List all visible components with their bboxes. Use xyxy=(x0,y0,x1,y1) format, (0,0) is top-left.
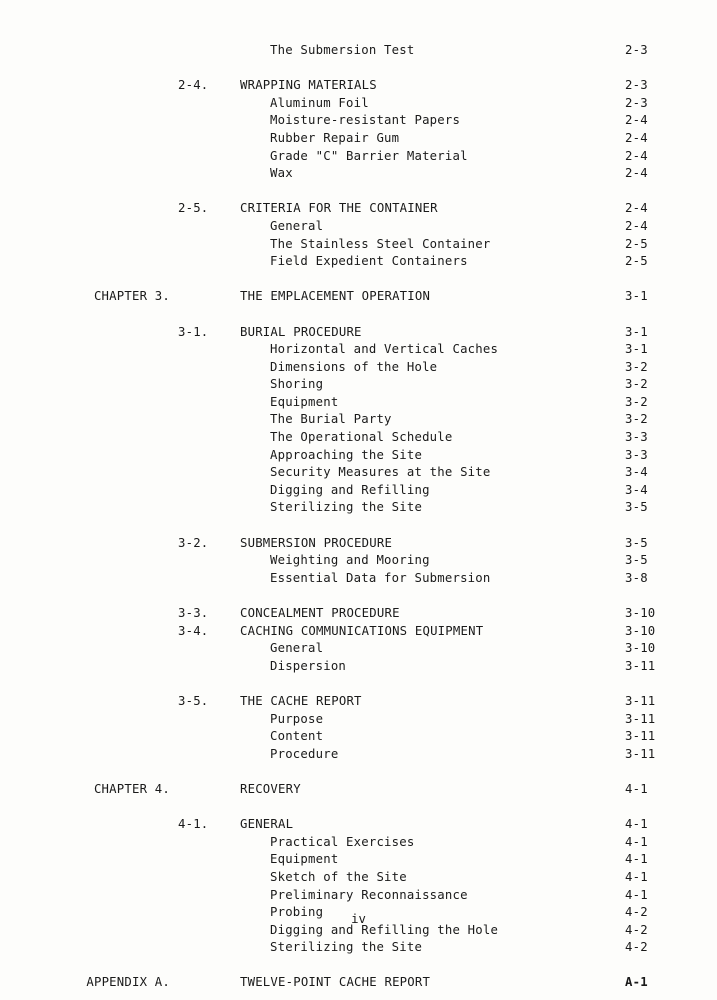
toc-entry-title: Sketch of the Site xyxy=(270,869,407,884)
toc-spacer xyxy=(0,60,717,78)
toc-entry[interactable] xyxy=(0,429,717,447)
toc-entry-number: 3-3. xyxy=(178,606,209,620)
toc-entry[interactable] xyxy=(0,77,717,95)
toc-spacer xyxy=(0,517,717,535)
toc-entry[interactable] xyxy=(0,95,717,113)
toc-entry-title: General xyxy=(270,218,324,233)
toc-entry-page: 2-3 xyxy=(625,95,648,110)
toc-entry[interactable] xyxy=(0,552,717,570)
toc-entry-page: 4-1 xyxy=(625,887,648,902)
toc-entry[interactable] xyxy=(0,851,717,869)
toc-entry-page: 3-4 xyxy=(625,482,648,497)
toc-entry-page: 3-5 xyxy=(625,535,648,550)
toc-entry-title: Weighting and Mooring xyxy=(270,553,430,568)
toc-entry-title: Aluminum Foil xyxy=(270,95,369,110)
toc-entry-title: The Submersion Test xyxy=(270,43,415,57)
toc-entry-page: 3-1 xyxy=(625,324,648,339)
toc-entry-title: Wax xyxy=(270,166,293,181)
table-of-contents xyxy=(0,42,717,992)
toc-entry-number: 2-5. xyxy=(178,201,209,216)
toc-entry[interactable] xyxy=(0,464,717,482)
toc-entry[interactable] xyxy=(0,42,717,60)
toc-entry-title: Field Expedient Containers xyxy=(270,254,468,269)
toc-entry[interactable] xyxy=(0,974,717,992)
toc-entry[interactable] xyxy=(0,939,717,957)
toc-entry[interactable] xyxy=(0,288,717,306)
toc-entry-title: Digging and Refilling xyxy=(270,482,430,497)
toc-entry-page: 2-4 xyxy=(625,201,648,216)
toc-entry-page: 3-11 xyxy=(625,693,656,708)
toc-entry[interactable] xyxy=(0,394,717,412)
toc-entry[interactable] xyxy=(0,148,717,166)
toc-entry-title: Equipment xyxy=(270,852,339,867)
toc-entry-page: 4-2 xyxy=(625,922,648,937)
toc-entry-title: Equipment xyxy=(270,394,339,409)
toc-entry-title: Preliminary Reconnaissance xyxy=(270,887,468,902)
toc-entry-page: 3-10 xyxy=(625,641,656,656)
toc-entry-number: 3-5. xyxy=(178,693,209,708)
toc-entry-title: Practical Exercises xyxy=(270,834,415,849)
toc-entry-title: General xyxy=(270,641,324,656)
toc-entry[interactable] xyxy=(0,165,717,183)
toc-entry[interactable] xyxy=(0,130,717,148)
toc-entry[interactable] xyxy=(0,570,717,588)
toc-entry-title: TWELVE-POINT CACHE REPORT xyxy=(240,975,431,990)
toc-entry[interactable] xyxy=(0,359,717,377)
toc-entry-title: Shoring xyxy=(270,377,324,392)
toc-entry-title: SUBMERSION PROCEDURE xyxy=(240,535,393,550)
toc-entry-title: The Operational Schedule xyxy=(270,430,453,445)
toc-entry[interactable] xyxy=(0,253,717,271)
toc-entry-page: 3-10 xyxy=(625,606,656,620)
toc-entry[interactable] xyxy=(0,499,717,517)
toc-entry[interactable] xyxy=(0,411,717,429)
toc-entry-title: GENERAL xyxy=(240,817,294,832)
toc-entry-title: Dimensions of the Hole xyxy=(270,359,438,374)
toc-entry-number: 3-2. xyxy=(178,535,209,550)
toc-entry[interactable] xyxy=(0,711,717,729)
toc-entry[interactable] xyxy=(0,218,717,236)
toc-entry-title: Horizontal and Vertical Caches xyxy=(270,342,499,357)
page-number: iv xyxy=(351,912,366,926)
toc-spacer xyxy=(0,183,717,201)
toc-entry-page: 2-4 xyxy=(625,113,648,128)
toc-entry[interactable] xyxy=(0,324,717,342)
toc-entry-title: THE CACHE REPORT xyxy=(240,693,362,708)
toc-entry-title: Procedure xyxy=(270,746,339,761)
toc-spacer xyxy=(0,763,717,781)
toc-spacer xyxy=(0,587,717,605)
toc-entry-page: 4-2 xyxy=(625,940,648,955)
toc-entry[interactable] xyxy=(0,693,717,711)
toc-spacer xyxy=(0,271,717,289)
toc-entry-chapter: CHAPTER 4. xyxy=(93,781,170,796)
toc-entry-title: Sterilizing the Site xyxy=(270,500,423,515)
toc-entry[interactable] xyxy=(0,781,717,799)
toc-entry-number: 4-1. xyxy=(178,817,209,832)
toc-entry-page: 4-1 xyxy=(625,869,648,884)
toc-entry-page: 3-1 xyxy=(625,289,648,304)
toc-entry[interactable] xyxy=(0,816,717,834)
toc-entry-page: 3-2 xyxy=(625,377,648,392)
toc-entry-number: 2-4. xyxy=(178,78,209,93)
toc-entry-title: Approaching the Site xyxy=(270,447,423,462)
toc-entry-page: 3-11 xyxy=(625,711,656,726)
toc-entry-page: 2-3 xyxy=(625,78,648,93)
toc-entry[interactable] xyxy=(0,535,717,553)
toc-spacer xyxy=(0,675,717,693)
toc-entry[interactable] xyxy=(0,869,717,887)
toc-entry-page: 3-2 xyxy=(625,394,648,409)
toc-entry-title: THE EMPLACEMENT OPERATION xyxy=(240,289,431,304)
toc-entry-title: Grade "C" Barrier Material xyxy=(270,148,468,163)
toc-entry[interactable] xyxy=(0,482,717,500)
toc-entry-page: 3-11 xyxy=(625,746,656,761)
toc-entry-title: Dispersion xyxy=(270,658,347,673)
toc-entry-page: 3-2 xyxy=(625,359,648,374)
toc-entry-page: 4-2 xyxy=(625,905,648,920)
toc-entry[interactable] xyxy=(0,200,717,218)
toc-entry-title: Purpose xyxy=(270,711,324,726)
toc-entry-title: The Stainless Steel Container xyxy=(270,236,491,251)
toc-entry-page: 3-5 xyxy=(625,553,648,568)
toc-entry[interactable] xyxy=(0,623,717,641)
toc-entry-page: 4-1 xyxy=(625,781,648,796)
toc-entry-page: 2-3 xyxy=(625,43,648,57)
toc-entry-title: CONCEALMENT PROCEDURE xyxy=(240,606,400,620)
toc-entry[interactable] xyxy=(0,376,717,394)
toc-entry-page: 2-5 xyxy=(625,236,648,251)
toc-entry-page: 4-1 xyxy=(625,852,648,867)
toc-entry-title: CACHING COMMUNICATIONS EQUIPMENT xyxy=(240,623,484,638)
toc-entry[interactable] xyxy=(0,728,717,746)
toc-entry[interactable] xyxy=(0,236,717,254)
toc-entry[interactable] xyxy=(0,887,717,905)
toc-entry-title: Security Measures at the Site xyxy=(270,465,491,480)
toc-entry-title: Sterilizing the Site xyxy=(270,940,423,955)
toc-entry-page: 3-5 xyxy=(625,500,648,515)
toc-entry-page: 3-3 xyxy=(625,447,648,462)
toc-spacer xyxy=(0,799,717,817)
toc-entry-page: 2-4 xyxy=(625,218,648,233)
toc-entry-page: 3-8 xyxy=(625,570,648,585)
toc-entry[interactable] xyxy=(0,658,717,676)
toc-entry-page: 3-2 xyxy=(625,412,648,427)
toc-entry-page: 3-4 xyxy=(625,465,648,480)
toc-entry-title: Moisture-resistant Papers xyxy=(270,113,461,128)
toc-entry[interactable] xyxy=(0,112,717,130)
toc-entry[interactable] xyxy=(0,746,717,764)
toc-spacer xyxy=(0,306,717,324)
toc-entry-page: 4-1 xyxy=(625,834,648,849)
toc-entry[interactable] xyxy=(0,605,717,623)
toc-spacer xyxy=(0,957,717,975)
toc-entry-number: 3-1. xyxy=(178,324,209,339)
toc-entry-page: 2-4 xyxy=(625,130,648,145)
toc-entry-page: 3-11 xyxy=(625,729,656,744)
toc-entry-title: BURIAL PROCEDURE xyxy=(240,324,362,339)
toc-entry[interactable] xyxy=(0,640,717,658)
toc-entry-page: A-1 xyxy=(625,975,648,990)
toc-entry-title: CRITERIA FOR THE CONTAINER xyxy=(240,201,438,216)
toc-entry-page: 2-4 xyxy=(625,148,648,163)
toc-entry-page: 2-5 xyxy=(625,254,648,269)
toc-entry-page: 3-11 xyxy=(625,658,656,673)
toc-entry-page: 3-3 xyxy=(625,430,648,445)
toc-entry-page: 4-1 xyxy=(625,817,648,832)
toc-entry[interactable] xyxy=(0,447,717,465)
toc-entry-page: 3-1 xyxy=(625,342,648,357)
toc-entry-title: Rubber Repair Gum xyxy=(270,130,400,145)
toc-entry-title: The Burial Party xyxy=(270,412,392,427)
toc-entry-title: RECOVERY xyxy=(240,781,301,796)
toc-entry-page: 3-10 xyxy=(625,623,656,638)
toc-entry-title: WRAPPING MATERIALS xyxy=(240,78,377,93)
toc-entry-title: Essential Data for Submersion xyxy=(270,570,491,585)
toc-entry[interactable] xyxy=(0,834,717,852)
toc-entry-chapter: CHAPTER 3. xyxy=(93,289,170,304)
toc-entry-title: Probing xyxy=(270,905,324,920)
toc-entry-title: Content xyxy=(270,729,324,744)
toc-entry-page: 2-4 xyxy=(625,166,648,181)
toc-entry-chapter: APPENDIX A. xyxy=(86,975,170,990)
toc-entry-title: Digging and Refilling the Hole xyxy=(270,922,499,937)
toc-entry-number: 3-4. xyxy=(178,623,209,638)
toc-entry[interactable] xyxy=(0,341,717,359)
